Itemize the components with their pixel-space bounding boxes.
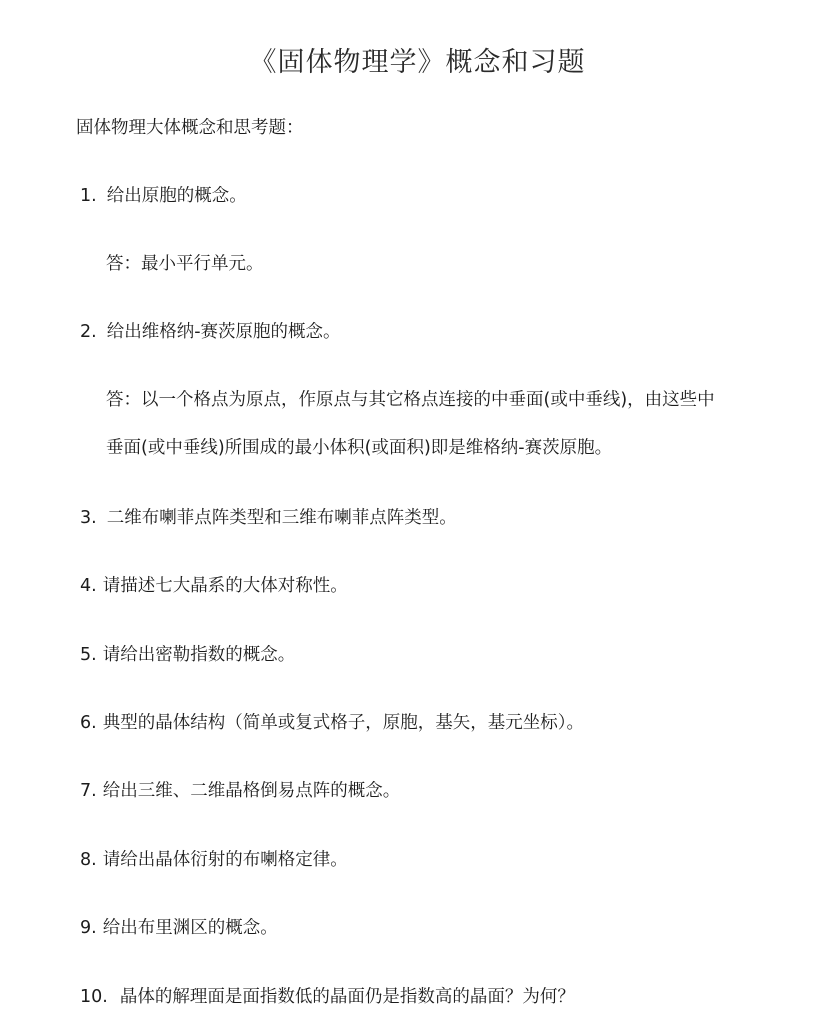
question-4	[80, 572, 348, 597]
question-number: 1.	[80, 186, 97, 206]
question-text: 请给出密勒指数的概念。	[102, 645, 296, 665]
answer-2-line-1: 答：以一个格点为原点，作原点与其它格点连接的中垂面(或中垂线)，由这些中	[106, 390, 715, 410]
question-number: 3.	[80, 508, 97, 528]
question-number: 6.	[80, 713, 97, 733]
question-text: 给出布里渊区的概念。	[102, 918, 278, 938]
question-text: 请给出晶体衍射的布喇格定律。	[102, 850, 348, 870]
question-number: 8.	[80, 850, 97, 870]
question-number: 4.	[80, 576, 97, 596]
answer-1: 答：最小平行单元。	[106, 254, 264, 274]
question-5	[80, 641, 295, 666]
question-9	[80, 914, 278, 939]
question-number: 5.	[80, 645, 97, 665]
question-text: 给出原胞的概念。	[106, 186, 247, 206]
question-10	[80, 983, 575, 1008]
question-7	[80, 777, 400, 802]
question-number: 2.	[80, 322, 97, 342]
question-text: 典型的晶体结构（简单或复式格子，原胞，基矢，基元坐标）。	[102, 713, 584, 733]
question-text: 给出维格纳-赛茨原胞的概念。	[106, 322, 341, 342]
question-number: 10.	[80, 987, 108, 1007]
question-text: 请描述七大晶系的大体对称性。	[102, 576, 348, 596]
question-1	[80, 182, 247, 207]
question-3	[80, 504, 457, 529]
question-6	[80, 709, 584, 734]
question-8	[80, 846, 348, 871]
answer-2-line-2: 垂面(或中垂线)所围成的最小体积(或面积)即是维格纳-赛茨原胞。	[106, 438, 613, 458]
question-number: 9.	[80, 918, 97, 938]
section-heading: 固体物理大体概念和思考题：	[76, 118, 304, 138]
question-2	[80, 318, 341, 343]
question-text: 给出三维、二维晶格倒易点阵的概念。	[102, 781, 401, 801]
question-text: 二维布喇菲点阵类型和三维布喇菲点阵类型。	[106, 508, 457, 528]
page-title: 《固体物理学》概念和习题	[249, 47, 586, 78]
question-number: 7.	[80, 781, 97, 801]
question-text: 晶体的解理面是面指数低的晶面仍是指数高的晶面？为何？	[119, 987, 575, 1007]
